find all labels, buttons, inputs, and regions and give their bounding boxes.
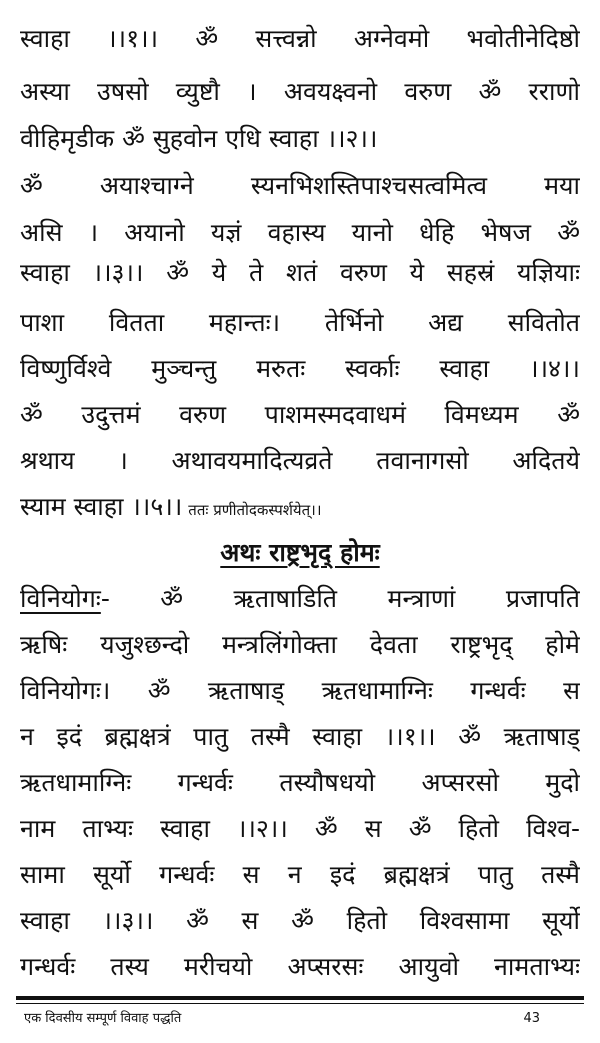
instruction-note: ततः प्रणीतोदकस्पर्शयेत्।। — [188, 501, 322, 519]
text-line: विष्णुर्विश्वे मुञ्चन्तु मरुतः स्वर्काः स्वाहा ।।४।। — [20, 354, 580, 383]
text-line — [20, 582, 580, 616]
text-line: स्वाहा ।।३।। ॐ स ॐ हितो विश्वसामा सूर्यो — [20, 906, 580, 935]
text-line-rest: - ॐ ऋताषाडिति मन्त्राणां प्रजापति — [100, 584, 580, 613]
text-line: पाशा वितता महान्तः। तेर्भिनो अद्य सवितोत — [20, 308, 580, 337]
text-line — [20, 490, 580, 524]
page-number: 43 — [523, 1011, 540, 1026]
section-heading-text: अथः राष्ट्रभृद् होमः — [220, 538, 380, 567]
text-line: नाम ताभ्यः स्वाहा ।।२।। ॐ स ॐ हितो विश्व- — [20, 814, 580, 843]
text-line: श्रथाय । अथावयमादित्यव्रते तवानागसो अदितये — [20, 446, 580, 475]
footer-book-title: एक दिवसीय सम्पूर्ण विवाह पद्धति — [24, 1011, 182, 1026]
text-line: न इदं ब्रह्मक्षत्रं पातु तस्मै स्वाहा ।।१।। ॐ ऋताषाड् — [20, 722, 580, 751]
section-heading — [0, 536, 600, 570]
text-line: वीहिमृडीक ॐ सुहवोन एधि स्वाहा ।।२।। — [20, 124, 378, 153]
text-line: ॐ उदुत्तमं वरुण पाशमस्मदवाधमं विमध्यम ॐ — [20, 400, 580, 429]
footer-rule-thick — [16, 996, 584, 1000]
text-line: ऋषिः यजुश्छन्दो मन्त्रलिंगोक्ता देवता राष्ट्रभृद् होमे — [20, 630, 580, 659]
text-line: स्वाहा ।।१।। ॐ सत्त्वन्नो अग्नेवमो भवोतीनेदिष्ठो — [20, 24, 580, 53]
text-line-main: स्याम स्वाहा ।।५।। — [20, 492, 183, 521]
text-line: स्वाहा ।।३।। ॐ ये ते शतं वरुण ये सहस्रं यज्ञियाः — [20, 258, 580, 287]
footer-rule-thin — [16, 1003, 584, 1004]
text-line: असि । अयानो यज्ञं वहास्य यानो धेहि भेषज ॐ — [20, 218, 580, 247]
text-line: अस्या उषसो व्युष्टौ । अवयक्ष्वनो वरुण ॐ रराणो — [20, 77, 580, 106]
text-line: ऋतधामाग्निः गन्धर्वः तस्यौषधयो अप्सरसो मुदो — [20, 768, 580, 797]
text-line: विनियोगः। ॐ ऋताषाड् ऋतधामाग्निः गन्धर्वः स — [20, 676, 580, 705]
text-line: ॐ अयाश्चाग्ने स्यनभिशस्तिपाश्चसत्वमित्व मया — [20, 171, 580, 200]
text-line: सामा सूर्यो गन्धर्वः स न इदं ब्रह्मक्षत्रं पातु तस्मै — [20, 860, 580, 889]
viniyog-label: विनियोगः — [20, 584, 101, 613]
text-line: गन्धर्वः तस्य मरीचयो अप्सरसः आयुवो नामताभ्यः — [20, 952, 580, 981]
